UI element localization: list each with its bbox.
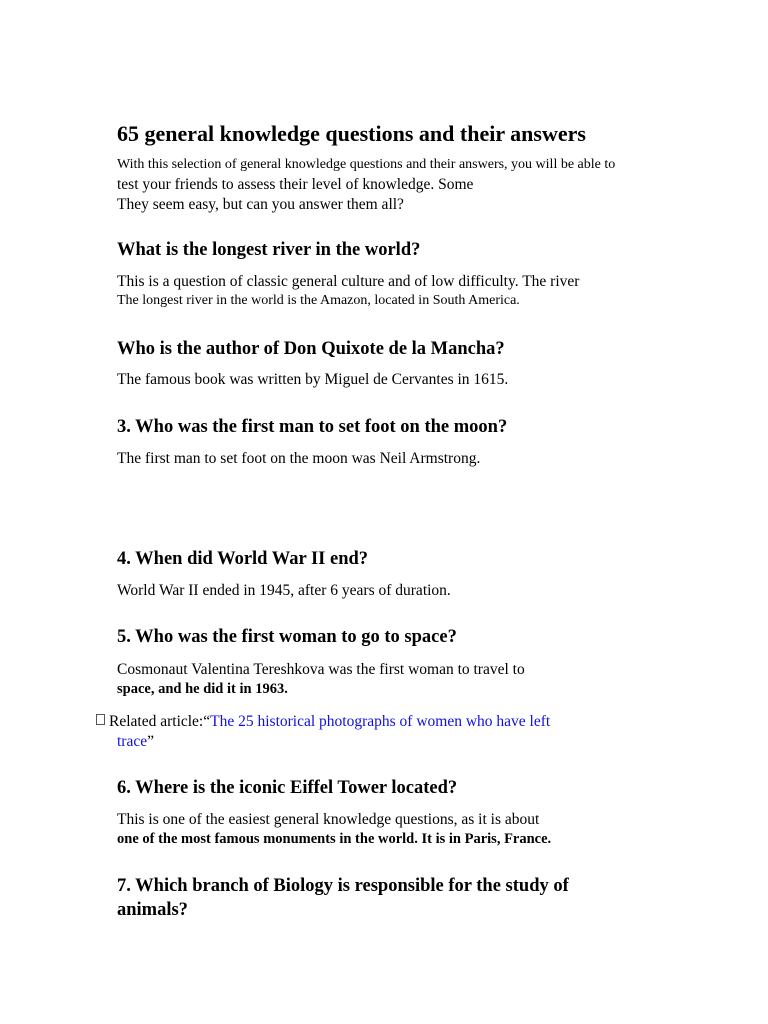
- related-open-quote: “: [203, 713, 211, 730]
- related-close-quote: ”: [147, 733, 154, 750]
- question-5-heading: 5. Who was the first woman to go to space?: [117, 627, 457, 647]
- question-2-heading: Who is the author of Don Quixote de la Mancha?: [117, 339, 505, 359]
- question-3-heading: 3. Who was the first man to set foot on the moon?: [117, 417, 508, 437]
- question-7-heading-line-1: 7. Which branch of Biology is responsible for the study of: [117, 876, 569, 896]
- answer-4-line-1: World War II ended in 1945, after 6 years of duration.: [117, 582, 451, 599]
- missing-glyph-icon: [96, 714, 105, 725]
- related-article-prefix: Related article:: [109, 713, 204, 730]
- question-6-heading: 6. Where is the iconic Eiffel Tower located?: [117, 778, 458, 798]
- answer-1-line-1: This is a question of classic general culture and of low difficulty. The river: [117, 273, 580, 290]
- question-4-heading: 4. When did World War II end?: [117, 549, 369, 569]
- related-article-line-2: [117, 733, 154, 751]
- related-article: [96, 713, 550, 731]
- question-7-heading-line-2: animals?: [117, 900, 188, 920]
- question-1-heading: What is the longest river in the world?: [117, 240, 421, 260]
- intro-line-3: They seem easy, but can you answer them all?: [117, 196, 404, 213]
- answer-1-line-2: The longest river in the world is the Amazon, located in South America.: [117, 293, 520, 308]
- page-title: 65 general knowledge questions and their answers: [117, 121, 586, 146]
- related-article-link-continued[interactable]: trace: [117, 733, 148, 750]
- answer-5-line-1: Cosmonaut Valentina Tereshkova was the first woman to travel to: [117, 661, 525, 678]
- answer-6-line-2: one of the most famous monuments in the world. It is in Paris, France.: [117, 831, 552, 847]
- related-article-link[interactable]: The 25 historical photographs of women who have left: [210, 713, 551, 730]
- answer-6-line-1: This is one of the easiest general knowledge questions, as it is about: [117, 811, 540, 828]
- intro-line-2: test your friends to assess their level of knowledge. Some: [117, 176, 474, 193]
- intro-line-1: With this selection of general knowledge questions and their answers, you will be able to: [117, 157, 616, 172]
- answer-3-line-1: The first man to set foot on the moon was Neil Armstrong.: [117, 450, 481, 467]
- answer-2-line-1: The famous book was written by Miguel de Cervantes in 1615.: [117, 371, 509, 388]
- answer-5-line-2: space, and he did it in 1963.: [117, 681, 288, 697]
